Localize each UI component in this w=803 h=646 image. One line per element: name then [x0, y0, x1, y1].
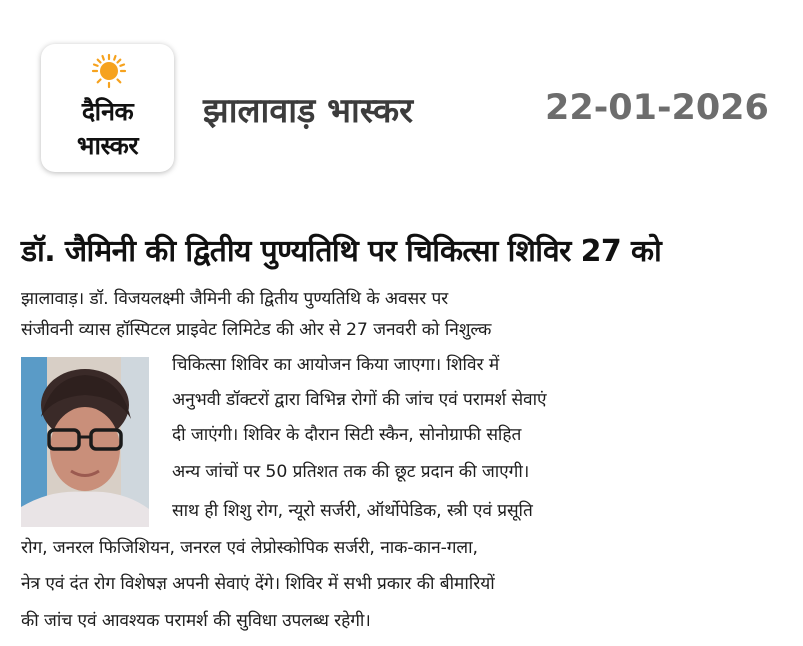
- article-line-2: संजीवनी व्यास हॉस्पिटल प्राइवेट लिमिटेड की ओर से 27 जनवरी को निशुल्क: [21, 320, 492, 340]
- portrait-photo: [21, 357, 149, 527]
- article-line-8: रोग, जनरल फिजिशियन, जनरल एवं लेप्रोस्कोपिक सर्जरी, नाक-कान-गला,: [21, 538, 478, 558]
- article-line-7: साथ ही शिशु रोग, न्यूरो सर्जरी, ऑर्थोपेडिक, स्त्री एवं प्रसूति: [172, 501, 533, 521]
- article-line-9: नेत्र एवं दंत रोग विशेषज्ञ अपनी सेवाएं देंगे। शिविर में सभी प्रकार की बीमारियों: [21, 574, 495, 594]
- article-line-1: झालावाड़। डॉ. विजयलक्ष्मी जैमिनी की द्वितीय पुण्यतिथि के अवसर पर: [21, 289, 449, 309]
- article-line-5: दी जाएंगी। शिविर के दौरान सिटी स्कैन, सोनोग्राफी सहित: [172, 425, 522, 445]
- logo-text-dainik: दैनिक: [81, 97, 134, 126]
- article-line-3: चिकित्सा शिविर का आयोजन किया जाएगा। शिविर में: [172, 355, 500, 375]
- dainik-bhaskar-logo: [41, 44, 174, 172]
- article-line-6: अन्य जांचों पर 50 प्रतिशत तक की छूट प्रदान की जाएगी।: [172, 462, 530, 482]
- article-headline: डॉ. जैमिनी की द्वितीय पुण्यतिथि पर चिकित्सा शिविर 27 को: [21, 234, 662, 269]
- sun-icon: [91, 53, 127, 89]
- logo-text-bhaskar: भास्कर: [76, 131, 139, 160]
- article-line-4: अनुभवी डॉक्टरों द्वारा विभिन्न रोगों की जांच एवं परामर्श सेवाएं: [172, 390, 547, 410]
- article-line-10: की जांच एवं आवश्यक परामर्श की सुविधा उपलब्ध रहेगी।: [21, 611, 371, 631]
- publication-date: 22-01-2026: [545, 88, 769, 128]
- edition-title: झालावाड़ भास्कर: [203, 91, 414, 131]
